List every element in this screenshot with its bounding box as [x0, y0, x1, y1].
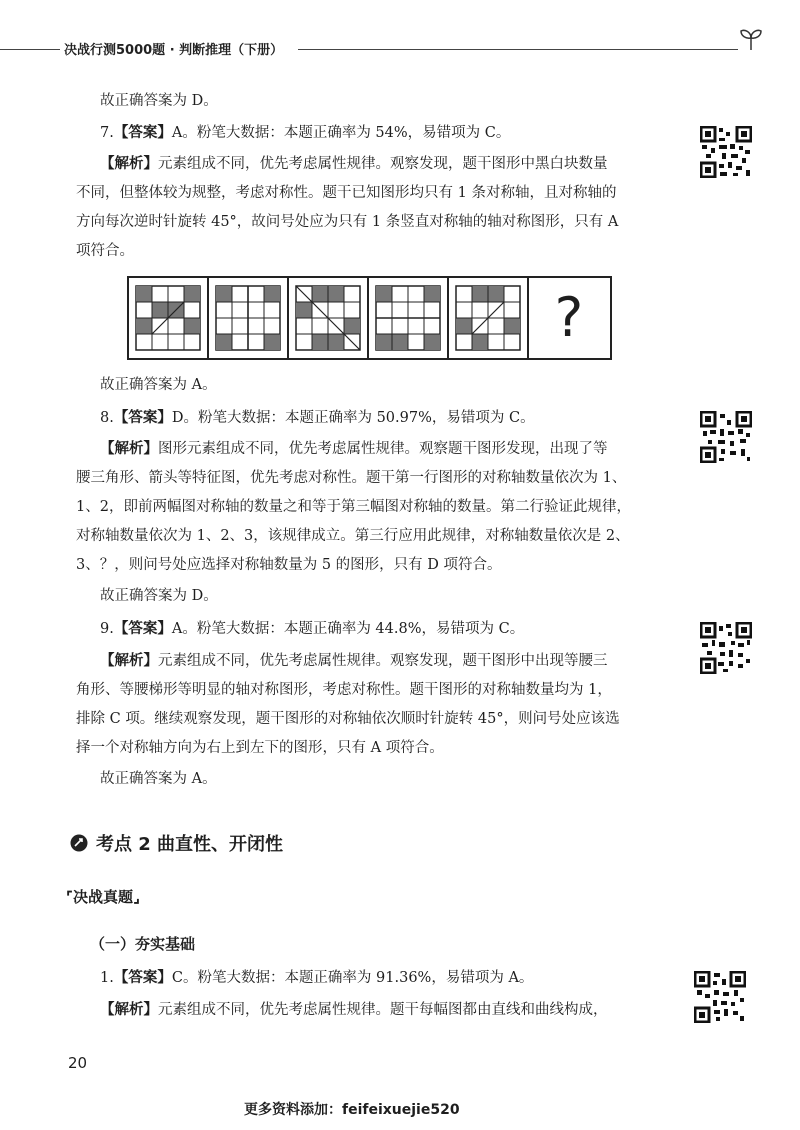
q7-figure-strip: [127, 276, 612, 360]
qr-code-q1: [694, 971, 746, 1023]
answer-tag: 【答案】: [113, 409, 172, 426]
page-number: 20: [68, 1054, 88, 1072]
analysis-tag: 【解析】: [100, 652, 158, 669]
grid-figure-1: [135, 285, 201, 351]
answer-text: A。粉笔大数据：本题正确率为 54%，易错项为 C。: [171, 125, 511, 141]
q9-conclusion: 故正确答案为 A。: [100, 771, 217, 787]
q1-answer: 1.【答案】C。粉笔大数据：本题正确率为 91.36%，易错项为 A。: [100, 969, 534, 986]
q7-analysis-line-2: 不同，但整体较为规整，考虑对称性。题干已知图形均只有 1 条对称轴，且对称轴的: [76, 185, 617, 201]
header-rule-left: [0, 49, 60, 50]
q8-analysis-line-5: 3、？，则问号处应选择对称轴数量为 5 的图形，只有 D 项符合。: [76, 557, 502, 573]
q8-analysis-line-1: [100, 439, 608, 459]
q7-conclusion: 故正确答案为 A。: [100, 377, 217, 393]
answer-tag: 【答案】: [113, 969, 172, 986]
grid-figure-5: [455, 285, 521, 351]
analysis-text: 元素组成不同，优先考虑属性规律。题干每幅图都由直线和曲线构成，: [158, 1002, 608, 1018]
footer-note: 更多资料添加：feifeixuejie520: [244, 1102, 460, 1118]
answer-text: A。粉笔大数据：本题正确率为 44.8%，易错项为 C。: [171, 621, 525, 637]
subsection-title: （一）夯实基础: [90, 935, 196, 953]
figure-3: [289, 278, 369, 358]
q8-analysis-line-4: 对称轴数量依次为 1、2、3，该规律成立。第三行应用此规律，对称轴数量依次是 2、: [76, 528, 630, 544]
q7-analysis-line-4: 项符合。: [76, 243, 134, 259]
qr-code-icon: [694, 971, 746, 1023]
q9-analysis-line-4: 择一个对称轴方向为右上到左下的图形，只有 A 项符合。: [76, 740, 444, 756]
qr-code-q7: [700, 126, 752, 178]
qr-code-icon: [700, 622, 752, 674]
q8-analysis-line-2: 腰三角形、箭头等特征图，优先考虑对称性。题干第一行图形的对称轴数量依次为 1、: [76, 470, 627, 486]
q9-answer: 9.【答案】A。粉笔大数据：本题正确率为 44.8%，易错项为 C。: [100, 620, 525, 637]
q7-answer: 7.【答案】A。粉笔大数据：本题正确率为 54%，易错项为 C。: [100, 124, 511, 141]
figure-2: [209, 278, 289, 358]
qr-code-icon: [700, 411, 752, 463]
figure-4: [369, 278, 449, 358]
q8-answer: 8.【答案】D。粉笔大数据：本题正确率为 50.97%，易错项为 C。: [100, 409, 535, 426]
figure-question: [529, 278, 609, 358]
grid-figure-2: [215, 285, 281, 351]
qr-code-q9: [700, 622, 752, 674]
header-rule-right: [298, 49, 738, 50]
zhenti-heading: [66, 886, 140, 907]
q8-conclusion: 故正确答案为 D。: [100, 588, 218, 604]
sprout-icon: [738, 26, 764, 52]
analysis-tag: 【解析】: [100, 1001, 158, 1018]
analysis-text: 元素组成不同，优先考虑属性规律。观察发现，题干图形中黑白块数量: [158, 156, 608, 172]
answer-tag: 【答案】: [113, 124, 172, 141]
qr-code-q8: [700, 411, 752, 463]
bracket-open-icon: ⌜: [66, 888, 74, 906]
analysis-tag: 【解析】: [100, 155, 158, 172]
q1-analysis-line-1: [100, 1000, 608, 1020]
q9-analysis-line-3: 排除 C 项。继续观察发现，题干图形的对称轴依次顺时针旋转 45°，则问号处应该选: [76, 711, 620, 727]
analysis-text: 元素组成不同，优先考虑属性规律。观察发现，题干图形中出现等腰三: [158, 653, 608, 669]
section-title: 考点 2 曲直性、开闭性: [96, 834, 284, 855]
q9-analysis-line-1: [100, 651, 608, 671]
bracket-close-icon: ⌟: [133, 888, 141, 906]
q8-analysis-line-3: 1、2，即前两幅图对称轴的数量之和等于第三幅图对称轴的数量。第二行验证此规律，: [76, 499, 631, 515]
question-mark: ?: [554, 286, 584, 349]
analysis-tag: 【解析】: [100, 440, 158, 457]
answer-text: C。粉笔大数据：本题正确率为 91.36%，易错项为 A。: [171, 970, 534, 986]
qr-code-icon: [700, 126, 752, 178]
q6-conclusion: 故正确答案为 D。: [100, 93, 218, 109]
zhenti-label: 决战真题: [73, 888, 134, 906]
grid-figure-3: [295, 285, 361, 351]
figure-5: [449, 278, 529, 358]
q7-analysis-line-3: 方向每次逆时针旋转 45°，故问号处应为只有 1 条竖直对称轴的轴对称图形，只有 A: [76, 214, 619, 230]
figure-1: [129, 278, 209, 358]
answer-text: D。粉笔大数据：本题正确率为 50.97%，易错项为 C。: [171, 410, 535, 426]
running-header: 决战行测5000题 · 判断推理（下册）: [64, 43, 284, 58]
answer-tag: 【答案】: [113, 620, 172, 637]
analysis-text: 图形元素组成不同，优先考虑属性规律。观察题干图形发现，出现了等: [158, 441, 608, 457]
section-bullet-icon: [70, 834, 88, 852]
q9-analysis-line-2: 角形、等腰梯形等明显的轴对称图形，考虑对称性。题干图形的对称轴数量均为 1，: [76, 682, 612, 698]
q7-analysis-line-1: [100, 154, 608, 174]
grid-figure-4: [375, 285, 441, 351]
